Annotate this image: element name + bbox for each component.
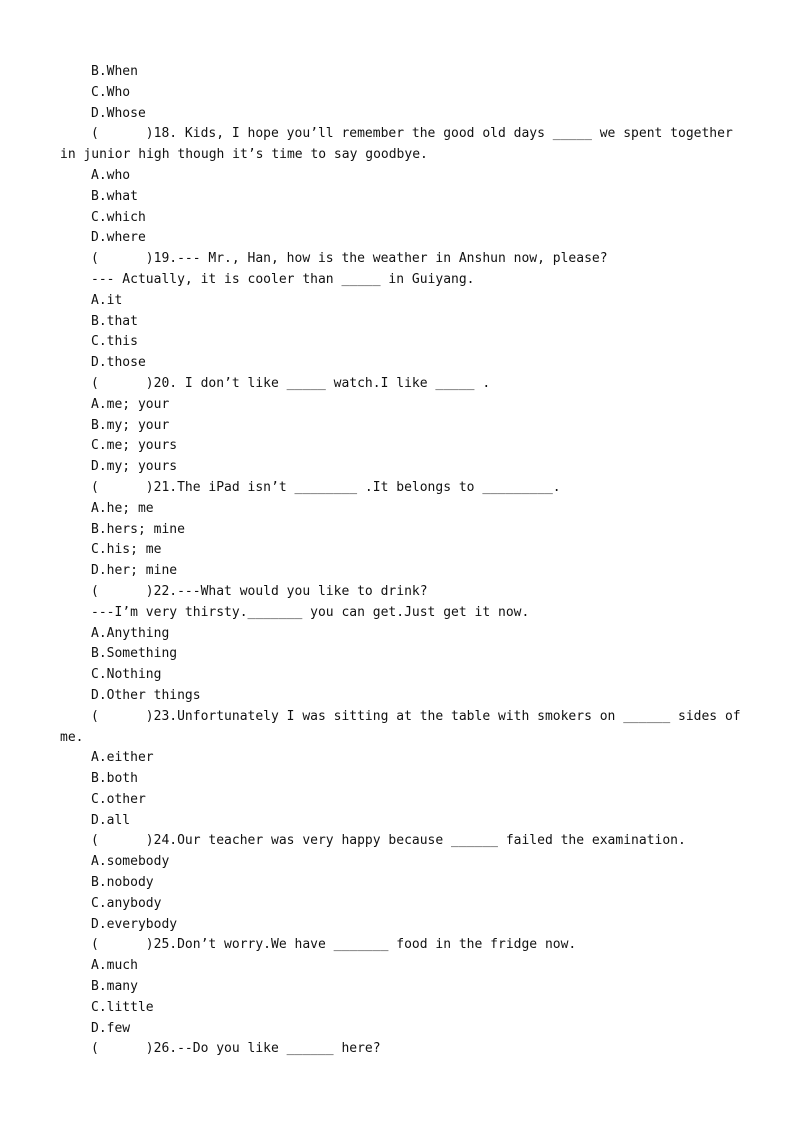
question-18: ( )18. Kids, I hope you’ll remember the good old days _____ we spent together [91,126,733,142]
option-line: A.who [91,167,131,183]
option-line: C.other [91,791,146,807]
option-line: D.Other things [91,687,201,703]
option-line: B.both [91,771,138,787]
option-line: D.everybody [91,916,178,932]
question-23-continued: me. [60,729,84,745]
option-line: B.When [91,64,138,79]
option-line: C.Nothing [91,667,162,683]
question-20: ( )20. I don’t like _____ watch.I like _____ . [91,375,491,391]
question-25: ( )25.Don’t worry.We have _______ food in the fridge now. [91,937,577,953]
option-line: C.me; yours [91,438,178,454]
option-line: C.little [91,999,154,1015]
option-line: A.somebody [91,854,170,870]
worksheet-page [60,62,741,1060]
option-line: D.all [91,812,131,828]
option-line: A.me; your [91,396,170,412]
option-line: B.that [91,313,138,329]
option-line: D.Whose [91,105,146,121]
question-19-reply: --- Actually, it is cooler than _____ in Guiyang. [91,271,475,287]
option-line: D.few [91,1020,131,1036]
option-line: A.Anything [91,625,170,641]
question-22: ( )22.---What would you like to drink? [91,583,428,599]
option-line: D.her; mine [91,563,178,579]
question-21: ( )21.The iPad isn’t ________ .It belongs to _________. [91,479,561,495]
option-line: B.many [91,979,138,995]
option-line: B.nobody [91,875,154,891]
option-line: C.Who [91,84,131,100]
option-line: B.my; your [91,417,170,433]
option-line: A.either [91,750,154,766]
question-22-reply: ---I’m very thirsty._______ you can get.Just get it now. [91,604,530,620]
option-line: C.this [91,334,138,350]
question-18-continued: in junior high though it’s time to say goodbye. [60,147,428,163]
option-line: C.anybody [91,895,162,911]
option-line: B.hers; mine [91,521,185,537]
option-line: A.it [91,292,123,308]
option-line: B.what [91,188,138,204]
option-line: B.Something [91,646,178,662]
option-line: A.much [91,958,138,974]
option-line: D.where [91,230,146,246]
option-line: A.he; me [91,500,154,516]
option-line: C.his; me [91,542,162,558]
option-line: D.my; yours [91,459,178,475]
question-23: ( )23.Unfortunately I was sitting at the table with smokers on ______ sides of [91,708,741,724]
question-24: ( )24.Our teacher was very happy because ______ failed the examination. [91,833,686,849]
question-19: ( )19.--- Mr., Han, how is the weather in Anshun now, please? [91,251,608,267]
option-line: C.which [91,209,146,225]
question-26: ( )26.--Do you like ______ here? [91,1041,381,1057]
option-line: D.those [91,355,146,371]
